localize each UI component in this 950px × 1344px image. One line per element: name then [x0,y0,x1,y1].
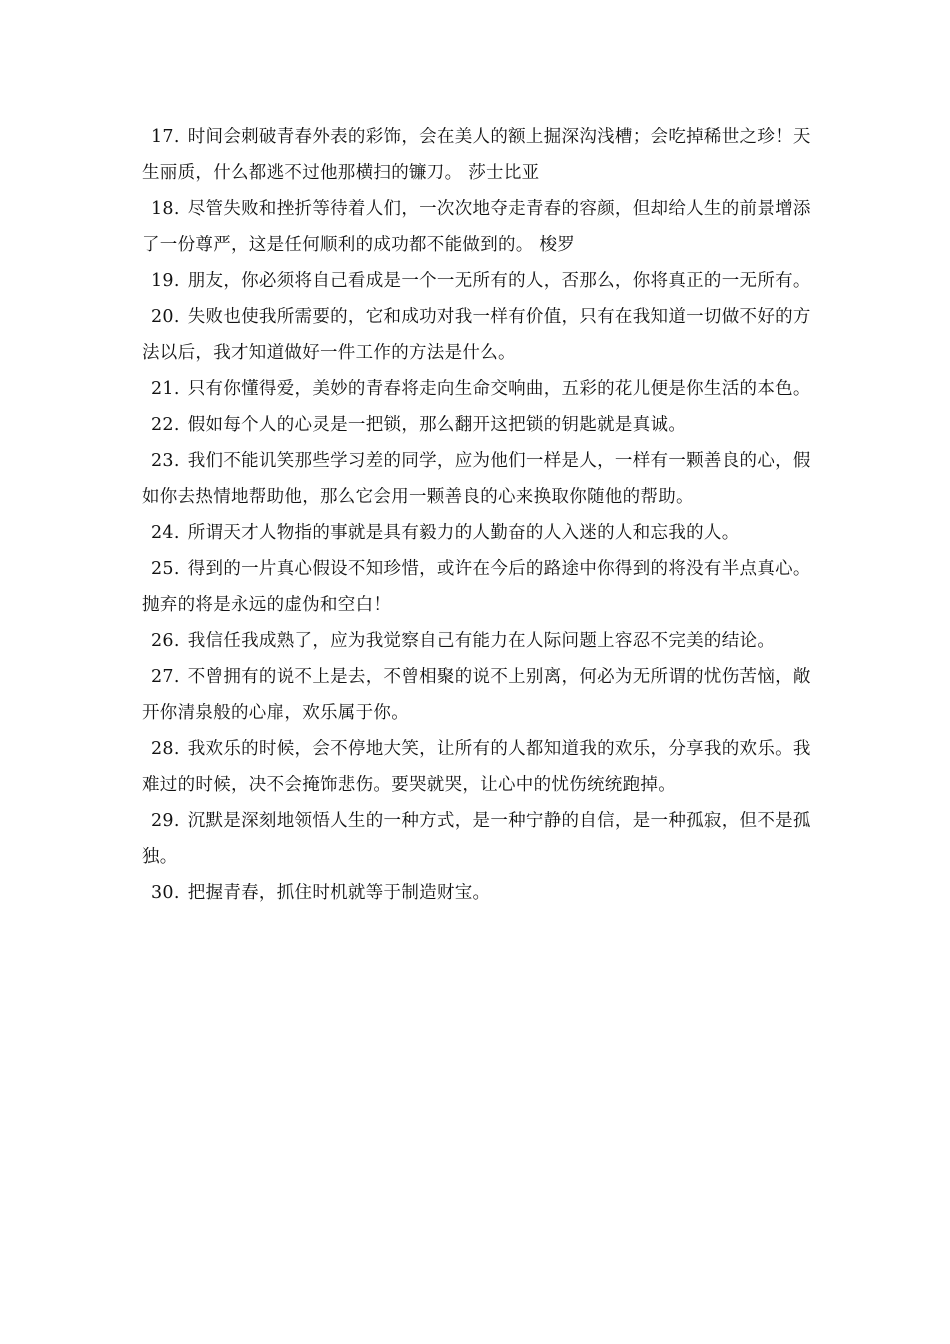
quote-number: 23. [151,451,180,471]
quote-text: 时间会刺破青春外表的彩饰，会在美人的额上掘深沟浅槽；会吃掉稀世之珍！天生丽质，什么都逃不过他那横扫的镰刀。 莎士比亚 [142,127,811,183]
quote-entry [142,659,814,731]
quote-list [142,119,814,911]
quote-text: 我们不能讥笑那些学习差的同学，应为他们一样是人，一样有一颗善良的心，假如你去热情地帮助他，那么它会用一颗善良的心来换取你随他的帮助。 [142,451,811,507]
quote-number: 18. [151,199,180,219]
quote-entry [142,119,814,191]
quote-text: 得到的一片真心假设不知珍惜，或许在今后的路途中你得到的将没有半点真心。抛弃的将是永远的虚伪和空白！ [142,559,811,615]
quote-text: 不曾拥有的说不上是去，不曾相聚的说不上别离，何必为无所谓的忧伤苦恼，敞开你清泉般的心扉，欢乐属于你。 [142,667,811,723]
quote-text: 只有你懂得爱，美妙的青春将走向生命交响曲，五彩的花儿便是你生活的本色。 [187,379,811,399]
quote-number: 30. [151,883,180,903]
quote-entry [142,623,814,659]
quote-entry [142,191,814,263]
quote-text: 假如每个人的心灵是一把锁，那么翻开这把锁的钥匙就是真诚。 [187,415,687,435]
quote-number: 24. [151,523,180,543]
quote-number: 29. [151,811,180,831]
quote-entry [142,515,814,551]
quote-entry [142,407,814,443]
quote-entry [142,875,814,911]
quote-entry [142,443,814,515]
quote-text: 所谓天才人物指的事就是具有毅力的人勤奋的人入迷的人和忘我的人。 [187,523,740,543]
quote-number: 19. [151,271,180,291]
quote-entry [142,263,814,299]
quote-number: 17. [151,127,180,147]
quote-text: 沉默是深刻地领悟人生的一种方式，是一种宁静的自信，是一种孤寂，但不是孤独。 [142,811,811,867]
quote-entry [142,299,814,371]
quote-number: 27. [151,667,180,687]
quote-text: 尽管失败和挫折等待着人们，一次次地夺走青春的容颜，但却给人生的前景增添了一份尊严，这是任何顺利的成功都不能做到的。 梭罗 [142,199,811,255]
quote-number: 22. [151,415,180,435]
quote-number: 26. [151,631,180,651]
quote-number: 28. [151,739,180,759]
quote-number: 25. [151,559,180,579]
quote-entry [142,803,814,875]
quote-text: 我欢乐的时候，会不停地大笑，让所有的人都知道我的欢乐，分享我的欢乐。我难过的时候，决不会掩饰悲伤。要哭就哭，让心中的忧伤统统跑掉。 [142,739,811,795]
quote-number: 21. [151,379,180,399]
quote-text: 失败也使我所需要的，它和成功对我一样有价值，只有在我知道一切做不好的方法以后，我才知道做好一件工作的方法是什么。 [142,307,811,363]
quote-text: 我信任我成熟了，应为我觉察自己有能力在人际问题上容忍不完美的结论。 [187,631,776,651]
quote-entry [142,371,814,407]
quote-number: 20. [151,307,180,327]
quote-entry [142,731,814,803]
quote-entry [142,551,814,623]
quote-text: 朋友，你必须将自己看成是一个一无所有的人，否那么，你将真正的一无所有。 [187,271,811,291]
quote-text: 把握青春，抓住时机就等于制造财宝。 [187,883,491,903]
